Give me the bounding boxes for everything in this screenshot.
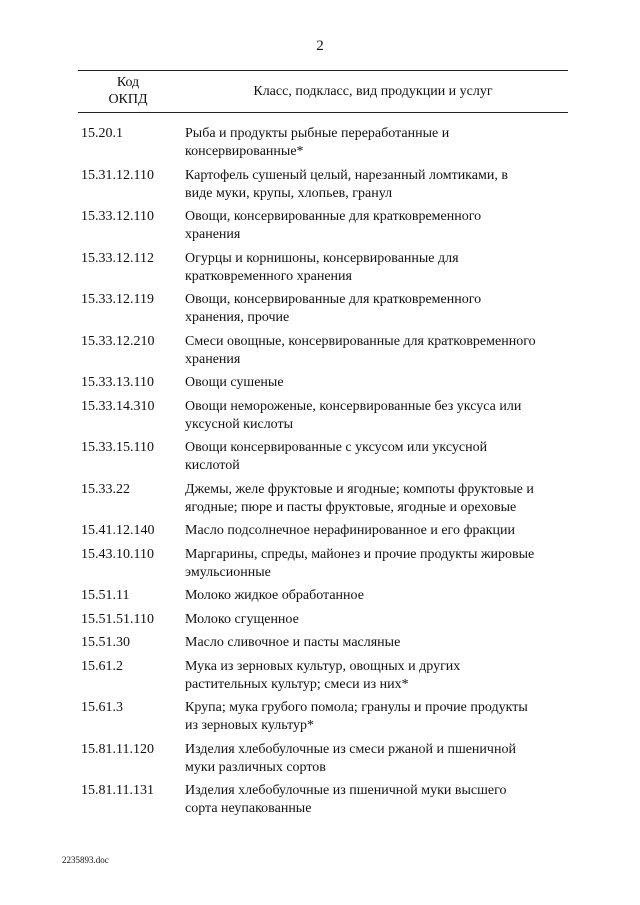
table-row [78,167,568,203]
description-line: сорта неупакованные [185,801,312,816]
okpd-code: 15.43.10.110 [81,546,154,562]
description-line: Мука из зерновых культур, овощных и других [185,658,461,674]
okpd-code: 15.51.30 [81,635,130,650]
table-row [78,250,568,286]
okpd-code: 15.31.12.110 [81,167,154,183]
description-line: муки различных сортов [185,759,326,775]
table-row [78,291,568,327]
page-number: 2 [316,38,324,54]
okpd-code: 15.81.11.120 [81,741,154,757]
header-class: Класс, подкласс, вид продукции и услуг [253,84,493,99]
table-row [78,658,568,694]
description-line: Маргарины, спреды, майонез и прочие продукты жировые [185,546,535,562]
description-line: Изделия хлебобулочные из пшеничной муки высшего [185,783,507,798]
product-description [185,398,568,434]
table-row [78,611,568,629]
description-line: Овощи сушеные [185,375,284,390]
description-line: Изделия хлебобулочные из смеси ржаной и пшеничной [185,741,516,757]
table-row [78,481,568,517]
description-line: Овощи немороженые, консервированные без уксуса или [185,398,522,414]
description-line: виде муки, крупы, хлопьев, гранул [185,185,393,201]
description-line: Молоко жидкое обработанное [185,588,364,603]
product-description [185,587,568,605]
header-code-line1: Код [116,75,140,90]
table-row [78,782,568,818]
description-line: растительных культур; смеси из них* [185,676,409,692]
okpd-code: 15.33.12.119 [81,292,154,307]
description-line: Крупа; мука грубого помола; гранулы и прочие продукты [185,700,528,715]
table-row [78,741,568,777]
description-line: Смеси овощные, консервированные для кратковременного [185,333,536,349]
product-description [185,125,568,161]
okpd-code: 15.51.11 [81,588,130,603]
okpd-code: 15.33.14.310 [81,398,155,414]
description-line: Масло подсолнечное нерафинированное и его фракции [185,523,516,538]
description-line: Джемы, желе фруктовые и ягодные; компоты фруктовые и [185,481,534,497]
product-description [185,291,568,327]
description-line: Молоко сгущенное [185,611,299,627]
description-line: Картофель сушеный целый, нарезанный ломтиками, в [185,167,508,183]
product-description [185,782,568,818]
okpd-code: 15.33.22 [81,481,130,497]
okpd-code: 15.51.51.110 [81,611,154,627]
okpd-code: 15.20.1 [81,126,123,141]
product-description [185,546,568,582]
table-row [78,439,568,475]
product-description [185,439,568,475]
header-code [78,74,178,108]
okpd-code: 15.33.13.110 [81,375,154,390]
description-line: консервированные* [185,144,304,159]
product-description [185,208,568,244]
product-description [185,522,568,540]
table-row [78,587,568,605]
table-row [78,522,568,540]
description-line: хранения [185,227,241,242]
description-line: Огурцы и корнишоны, консервированные для [185,250,459,266]
description-line: ягодные; пюре и пасты фруктовые, ягодные и ореховые [185,499,517,515]
description-line: эмульсионные [185,564,271,580]
table-body [78,125,568,824]
table-top-rule [78,70,568,71]
header-code-line2: ОКПД [108,92,148,107]
product-description [185,634,568,652]
okpd-code: 15.81.11.131 [81,783,154,798]
okpd-code: 15.61.3 [81,700,123,715]
table-row [78,333,568,369]
okpd-code: 15.33.15.110 [81,440,154,455]
header-bottom-rule [78,112,568,113]
table-row [78,699,568,735]
okpd-code: 15.61.2 [81,658,123,674]
table-row [78,634,568,652]
product-description [185,374,568,392]
okpd-code: 15.33.12.112 [81,250,154,266]
description-line: Масло сливочное и пасты масляные [185,635,401,650]
description-line: Рыба и продукты рыбные переработанные и [185,126,450,141]
table-row [78,374,568,392]
description-line: из зерновых культур* [185,718,315,733]
product-description [185,611,568,629]
table-row [78,546,568,582]
product-description [185,699,568,735]
description-line: Овощи, консервированные для кратковременного [185,209,482,224]
description-line: кислотой [185,458,240,473]
okpd-code: 15.41.12.140 [81,523,155,538]
product-description [185,741,568,777]
product-description [185,658,568,694]
description-line: уксусной кислоты [185,416,294,432]
table-row [78,398,568,434]
file-name-footer: 2235893.doc [62,855,109,865]
description-line: кратковременного хранения [185,268,352,284]
table-row [78,208,568,244]
product-description [185,250,568,286]
description-line: Овощи консервированные с уксусом или уксусной [185,440,488,455]
description-line: Овощи, консервированные для кратковременного [185,292,482,307]
okpd-code: 15.33.12.110 [81,209,154,224]
product-description [185,167,568,203]
description-line: хранения, прочие [185,310,290,325]
product-description [185,333,568,369]
table-row [78,125,568,161]
description-line: хранения [185,351,241,367]
okpd-code: 15.33.12.210 [81,333,155,349]
product-description [185,481,568,517]
